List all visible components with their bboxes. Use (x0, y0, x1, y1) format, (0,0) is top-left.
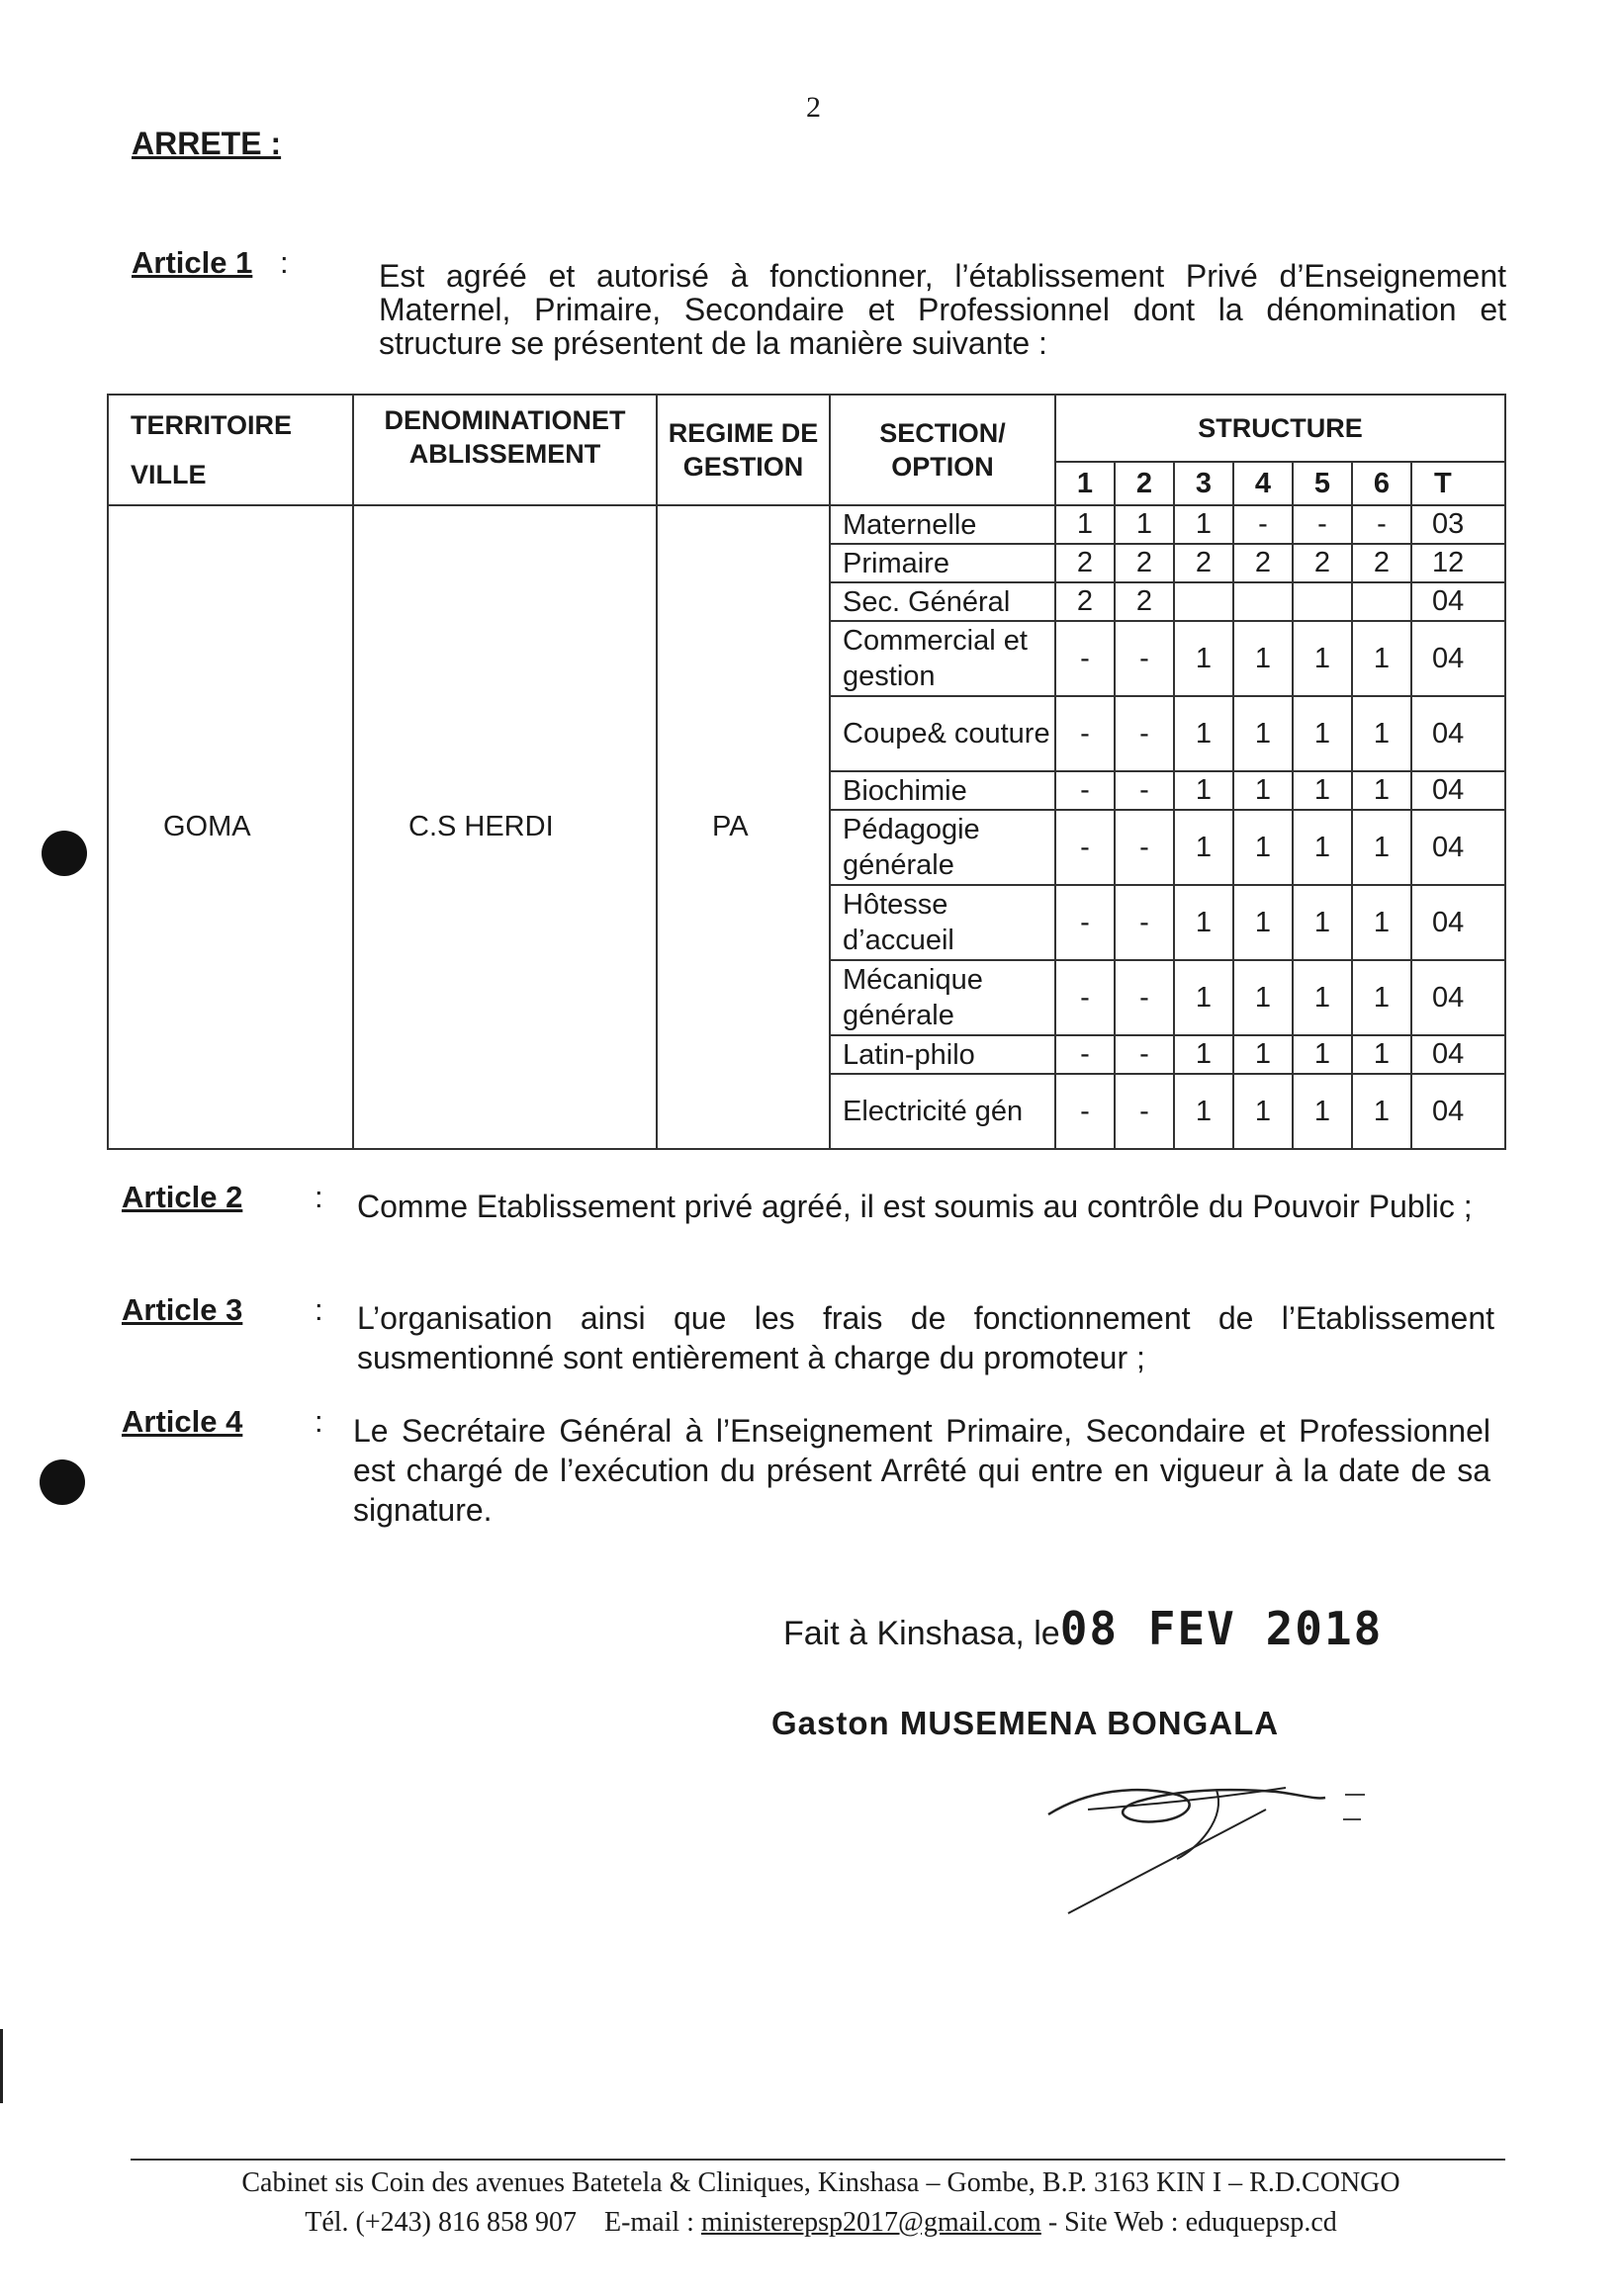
total-cell: 03 (1411, 505, 1505, 544)
footer-address: Cabinet sis Coin des avenues Batetela & Cliniques, Kinshasa – Gombe, B.P. 3163 KIN I – R.D.CONGO (241, 2167, 1400, 2198)
header-structure: STRUCTURE (1055, 395, 1505, 462)
year-count-cell: - (1115, 960, 1174, 1035)
year-count-cell: 1 (1174, 621, 1233, 696)
header-col-6: 6 (1352, 462, 1411, 505)
article-3-colon: : (315, 1292, 323, 1327)
footer-tel: Tél. (+243) 816 858 907 (305, 2207, 577, 2238)
footer-email-link[interactable]: ministerepsp2017@gmail.com (700, 2207, 1041, 2238)
year-count-cell: 2 (1293, 544, 1352, 582)
article-2-label: Article 2 (122, 1180, 243, 1214)
year-count-cell: 1 (1293, 771, 1352, 810)
header-col-5: 5 (1293, 462, 1352, 505)
year-count-cell: - (1115, 810, 1174, 885)
regime-cell: PA (657, 505, 830, 1149)
header-territoire: TERRITOIRE (131, 410, 293, 440)
year-count-cell: - (1115, 1035, 1174, 1074)
year-count-cell: 1 (1233, 621, 1293, 696)
section-option-cell: Hôtesse d’accueil (830, 885, 1055, 960)
header-territoire-ville (108, 395, 353, 505)
year-count-cell: 1 (1352, 771, 1411, 810)
article-2-text: Comme Etablissement privé agréé, il est soumis au contrôle du Pouvoir Public ; (357, 1189, 1473, 1224)
year-count-cell: 2 (1055, 582, 1115, 621)
year-count-cell: 1 (1233, 696, 1293, 771)
year-count-cell: 1 (1233, 1035, 1293, 1074)
header-ville: VILLE (131, 460, 207, 489)
year-count-cell: - (1055, 1074, 1115, 1149)
year-count-cell (1174, 582, 1233, 621)
year-count-cell: 1 (1233, 771, 1293, 810)
year-count-cell: 1 (1233, 885, 1293, 960)
total-cell: 04 (1411, 960, 1505, 1035)
place-text: Fait à Kinshasa, le (783, 1615, 1060, 1652)
punch-hole-mark (42, 831, 87, 876)
scan-edge-mark (0, 2029, 3, 2103)
year-count-cell: - (1055, 696, 1115, 771)
article-1-text: Est agréé et autorisé à fonctionner, l’établissement Privé d’Enseignement Maternel, Primaire, Secondaire et Professionnel dont la dénomination et structure se présentent de la manière suivante : (379, 258, 1506, 361)
header-denomination: DENOMINATIONET ABLISSEMENT (353, 395, 657, 505)
year-count-cell: 1 (1055, 505, 1115, 544)
year-count-cell: 1 (1233, 810, 1293, 885)
year-count-cell: 2 (1115, 544, 1174, 582)
year-count-cell: - (1352, 505, 1411, 544)
year-count-cell (1293, 582, 1352, 621)
date-stamp: 08 FEV 2018 (1059, 1602, 1384, 1655)
total-cell: 04 (1411, 582, 1505, 621)
article-4-text: Le Secrétaire Général à l’Enseignement Primaire, Secondaire et Professionnel est chargé de l’exécution du présent Arrêté qui entre en vigueur à la date de sa signature. (353, 1413, 1490, 1528)
year-count-cell: 1 (1174, 505, 1233, 544)
section-option-cell: Primaire (830, 544, 1055, 582)
year-count-cell: 1 (1233, 960, 1293, 1035)
place-date-line (783, 1602, 1383, 1655)
year-count-cell: 1 (1293, 1035, 1352, 1074)
punch-hole-mark (40, 1459, 85, 1505)
year-count-cell: - (1115, 885, 1174, 960)
year-count-cell: 1 (1293, 1074, 1352, 1149)
header-col-3: 3 (1174, 462, 1233, 505)
year-count-cell: 1 (1174, 960, 1233, 1035)
year-count-cell: 2 (1055, 544, 1115, 582)
section-option-cell: Latin-philo (830, 1035, 1055, 1074)
signer-name: Gaston MUSEMENA BONGALA (771, 1705, 1280, 1741)
year-count-cell: - (1055, 885, 1115, 960)
year-count-cell: 1 (1115, 505, 1174, 544)
article-3-text: L’organisation ainsi que les frais de fonctionnement de l’Etablissement susmentionné sont entièrement à charge du promoteur ; (357, 1300, 1494, 1375)
year-count-cell: 1 (1233, 1074, 1293, 1149)
section-option-cell: Maternelle (830, 505, 1055, 544)
section-option-cell: Electricité gén (830, 1074, 1055, 1149)
header-col-1: 1 (1055, 462, 1115, 505)
year-count-cell: - (1055, 960, 1115, 1035)
total-cell: 04 (1411, 696, 1505, 771)
year-count-cell (1352, 582, 1411, 621)
year-count-cell: - (1055, 810, 1115, 885)
year-count-cell: 1 (1352, 696, 1411, 771)
year-count-cell: 1 (1293, 621, 1352, 696)
article-3-label: Article 3 (122, 1292, 243, 1327)
year-count-cell: 1 (1352, 621, 1411, 696)
header-regime: REGIME DE GESTION (657, 395, 830, 505)
article-4-colon: : (315, 1404, 323, 1439)
total-cell: 04 (1411, 771, 1505, 810)
year-count-cell: - (1115, 621, 1174, 696)
footer-email-label: E-mail : (603, 2207, 694, 2238)
year-count-cell: 1 (1174, 810, 1233, 885)
section-option-cell: Pédagogie générale (830, 810, 1055, 885)
page-number: 2 (806, 91, 821, 124)
year-count-cell: - (1115, 1074, 1174, 1149)
year-count-cell: 1 (1174, 696, 1233, 771)
year-count-cell: 1 (1174, 1074, 1233, 1149)
year-count-cell: 1 (1174, 1035, 1233, 1074)
structure-table (107, 394, 1506, 1150)
denomination-cell: C.S HERDI (353, 505, 657, 1149)
year-count-cell: 2 (1115, 582, 1174, 621)
footer (129, 2164, 1513, 2243)
total-cell: 04 (1411, 810, 1505, 885)
footer-divider (131, 2159, 1505, 2161)
year-count-cell: 1 (1293, 696, 1352, 771)
footer-contact (129, 2203, 1513, 2243)
total-cell: 04 (1411, 621, 1505, 696)
year-count-cell: 2 (1174, 544, 1233, 582)
year-count-cell: 1 (1293, 960, 1352, 1035)
total-cell: 04 (1411, 1074, 1505, 1149)
year-count-cell: - (1233, 505, 1293, 544)
section-option-cell: Commercial et gestion (830, 621, 1055, 696)
year-count-cell: 2 (1352, 544, 1411, 582)
year-count-cell (1233, 582, 1293, 621)
header-col-2: 2 (1115, 462, 1174, 505)
section-option-cell: Coupe& couture (830, 696, 1055, 771)
decree-heading: ARRETE : (132, 126, 282, 161)
section-option-cell: Mécanique générale (830, 960, 1055, 1035)
ville-cell: GOMA (108, 505, 353, 1149)
year-count-cell: - (1115, 771, 1174, 810)
header-section: SECTION/ OPTION (830, 395, 1055, 505)
header-col-4: 4 (1233, 462, 1293, 505)
year-count-cell: 1 (1352, 960, 1411, 1035)
year-count-cell: 2 (1233, 544, 1293, 582)
article-2-colon: : (315, 1180, 323, 1214)
year-count-cell: 1 (1174, 885, 1233, 960)
section-option-cell: Biochimie (830, 771, 1055, 810)
header-col-total: T (1411, 462, 1505, 505)
year-count-cell: 1 (1174, 771, 1233, 810)
article-1-label: Article 1 (132, 245, 253, 280)
year-count-cell: - (1055, 1035, 1115, 1074)
year-count-cell: - (1055, 771, 1115, 810)
article-1-colon: : (280, 245, 289, 280)
year-count-cell: - (1293, 505, 1352, 544)
year-count-cell: 1 (1293, 810, 1352, 885)
year-count-cell: - (1055, 621, 1115, 696)
year-count-cell: 1 (1293, 885, 1352, 960)
total-cell: 12 (1411, 544, 1505, 582)
total-cell: 04 (1411, 885, 1505, 960)
year-count-cell: 1 (1352, 810, 1411, 885)
year-count-cell: 1 (1352, 1074, 1411, 1149)
year-count-cell: 1 (1352, 885, 1411, 960)
section-option-cell: Sec. Général (830, 582, 1055, 621)
total-cell: 04 (1411, 1035, 1505, 1074)
year-count-cell: 1 (1352, 1035, 1411, 1074)
footer-site: - Site Web : eduquepsp.cd (1047, 2207, 1337, 2238)
year-count-cell: - (1115, 696, 1174, 771)
handwritten-signature (1029, 1750, 1385, 1918)
table-row (108, 505, 1505, 544)
article-4-label: Article 4 (122, 1404, 243, 1439)
